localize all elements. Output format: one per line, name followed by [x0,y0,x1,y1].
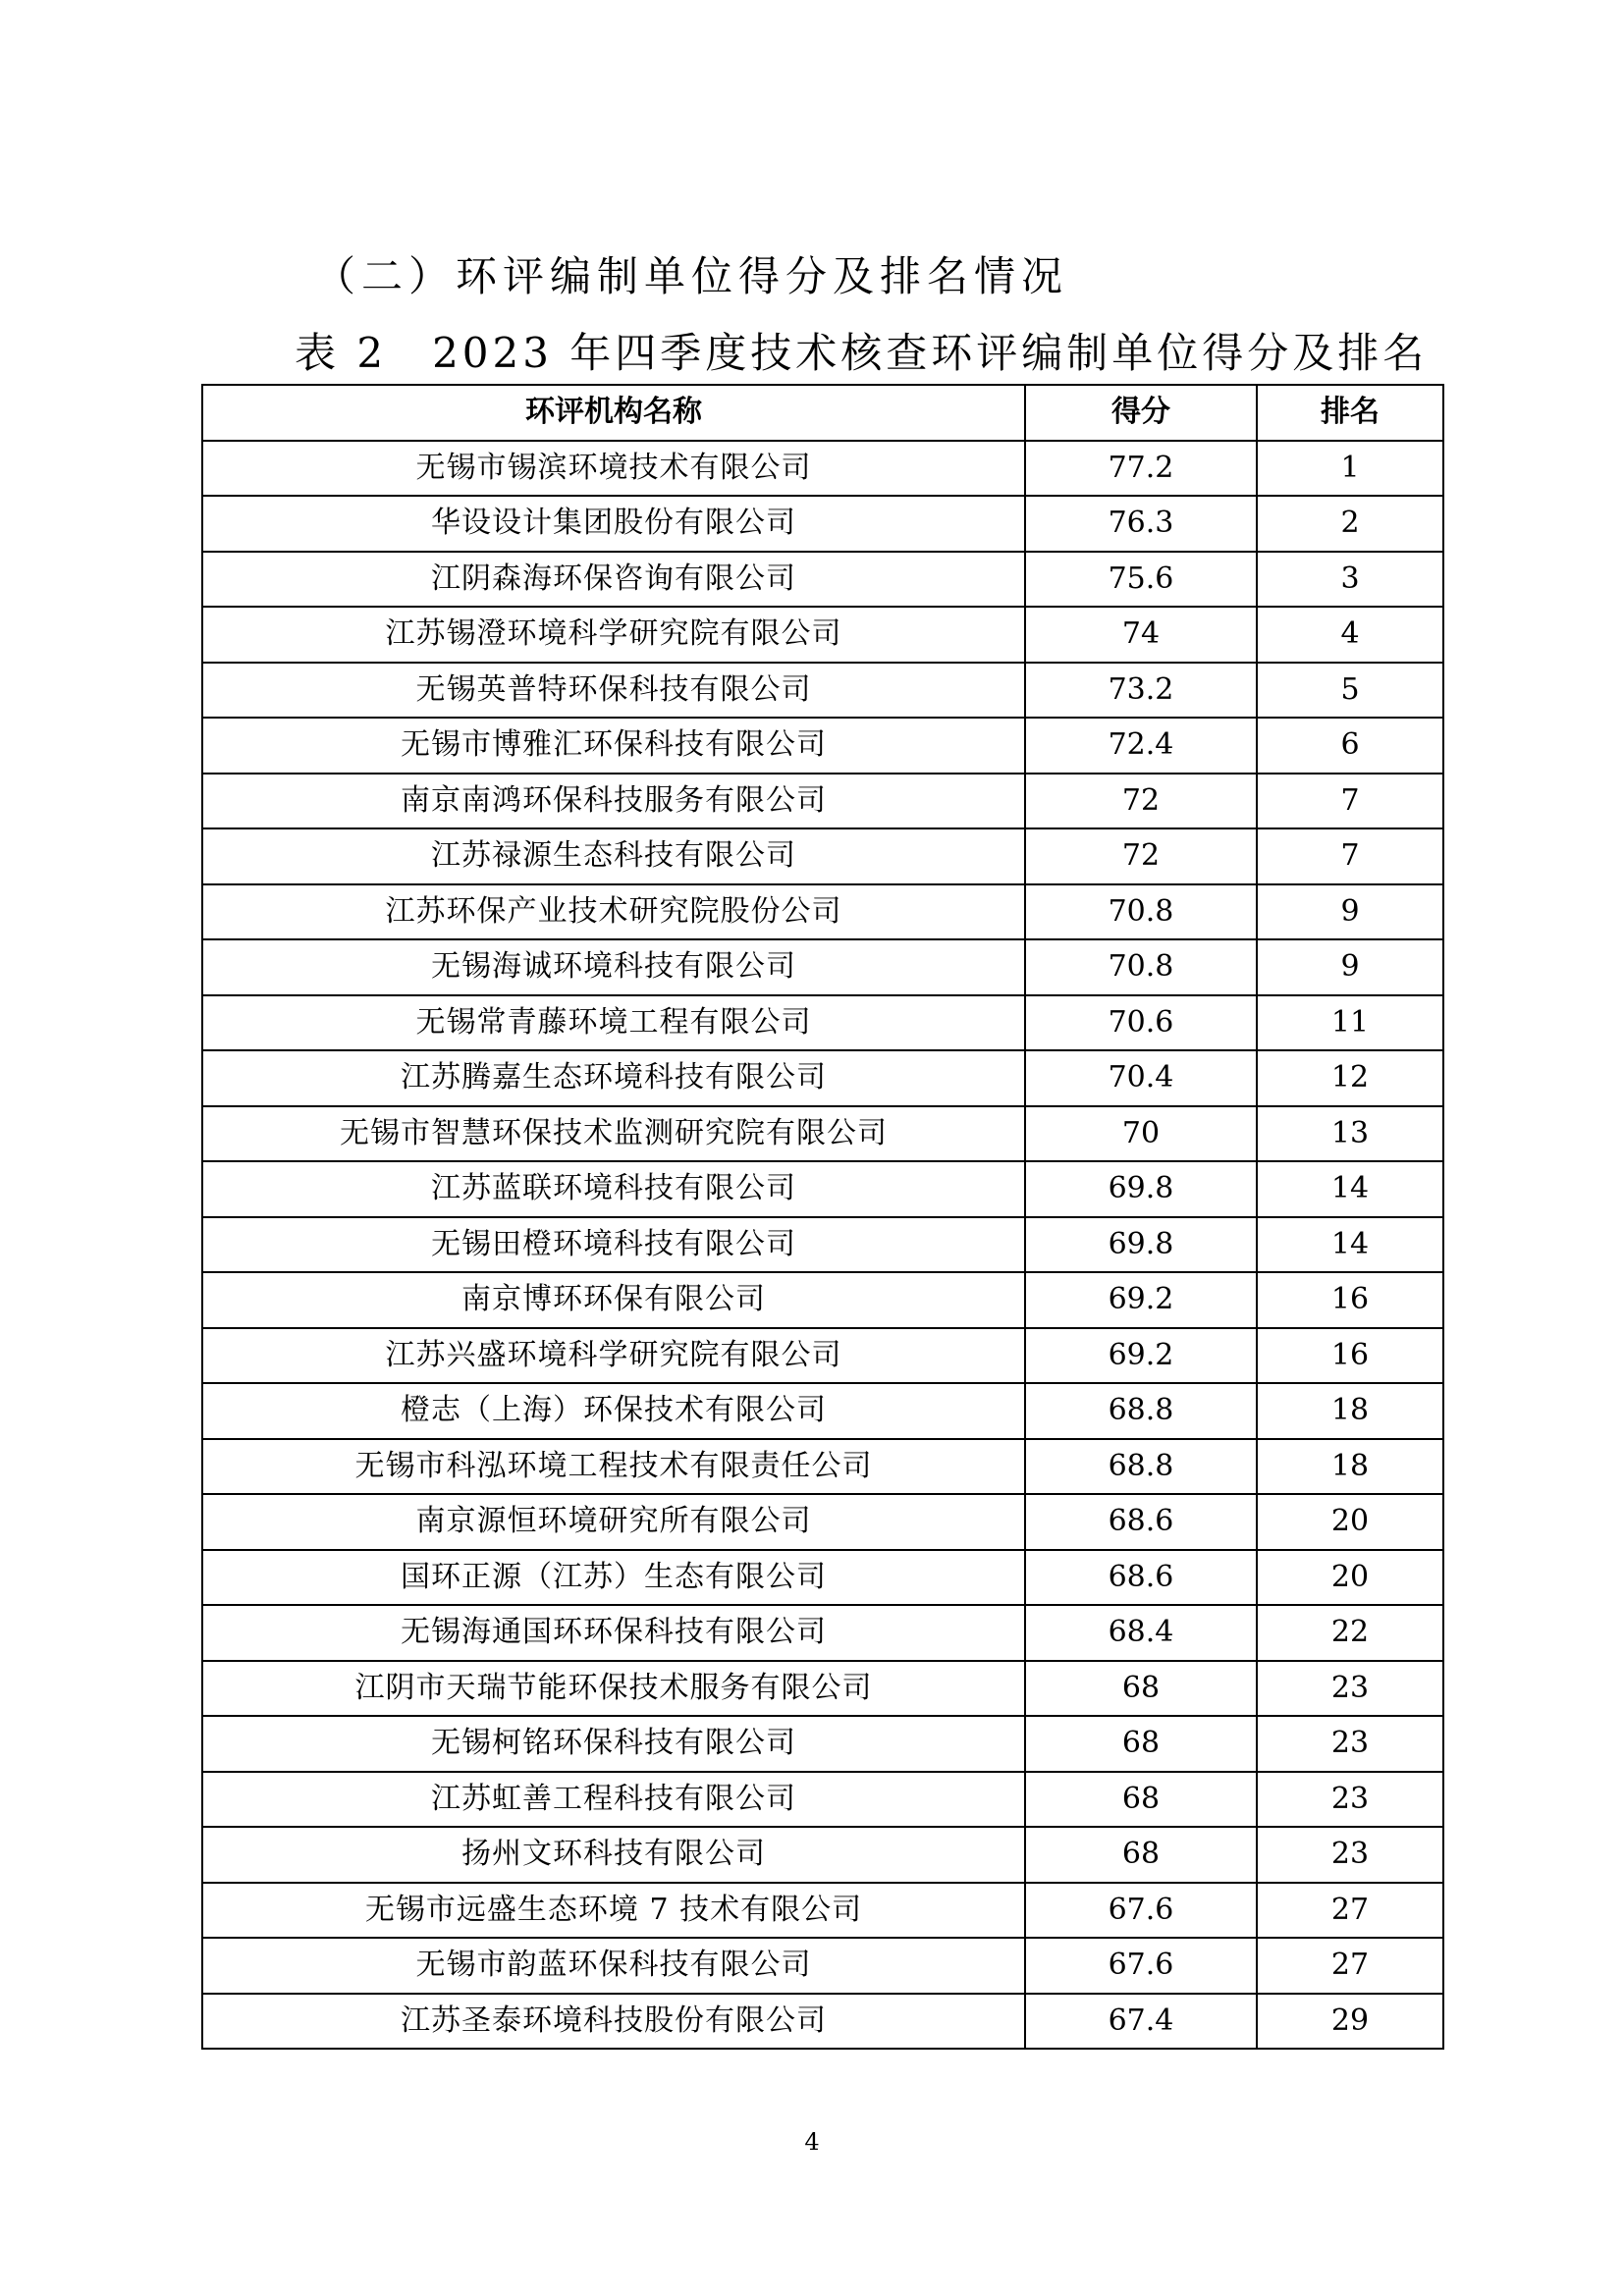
org-name-cell: 无锡海通国环环保科技有限公司 [202,1605,1025,1661]
header-rank: 排名 [1257,385,1443,441]
org-name-cell: 无锡市锡滨环境技术有限公司 [202,441,1025,497]
table-row [202,1550,1443,1606]
header-score: 得分 [1025,385,1257,441]
table-row [202,995,1443,1051]
score-cell: 70.6 [1025,995,1257,1051]
rank-cell: 27 [1257,1883,1443,1939]
org-name-cell: 南京南鸿环保科技服务有限公司 [202,774,1025,829]
score-cell: 72.4 [1025,718,1257,774]
rank-cell: 14 [1257,1217,1443,1273]
org-name-cell: 国环正源（江苏）生态有限公司 [202,1550,1025,1606]
rank-cell: 16 [1257,1328,1443,1384]
table-row [202,1328,1443,1384]
rank-cell: 13 [1257,1106,1443,1162]
org-name-cell: 无锡市博雅汇环保科技有限公司 [202,718,1025,774]
rank-cell: 7 [1257,828,1443,884]
section-heading: （二）环评编制单位得分及排名情况 [314,252,1069,300]
org-name-cell: 无锡田橙环境科技有限公司 [202,1217,1025,1273]
score-cell: 75.6 [1025,552,1257,608]
rank-cell: 23 [1257,1661,1443,1717]
rank-cell: 14 [1257,1161,1443,1217]
rank-cell: 29 [1257,1994,1443,2050]
org-name-cell: 江苏锡澄环境科学研究院有限公司 [202,607,1025,663]
score-cell: 70.8 [1025,884,1257,940]
table-row [202,1716,1443,1772]
table-row [202,828,1443,884]
org-name-cell: 无锡市韵蓝环保科技有限公司 [202,1938,1025,1994]
table-row [202,1161,1443,1217]
org-name-cell: 江苏禄源生态科技有限公司 [202,828,1025,884]
header-org-name: 环评机构名称 [202,385,1025,441]
rank-cell: 20 [1257,1494,1443,1550]
table-row [202,939,1443,995]
table-row [202,1772,1443,1828]
score-cell: 67.4 [1025,1994,1257,2050]
score-cell: 67.6 [1025,1938,1257,1994]
score-cell: 69.8 [1025,1217,1257,1273]
table-row [202,1272,1443,1328]
table-row [202,441,1443,497]
org-name-cell: 无锡市科泓环境工程技术有限责任公司 [202,1439,1025,1495]
org-name-cell: 江阴森海环保咨询有限公司 [202,552,1025,608]
page-number: 4 [804,2128,820,2156]
score-cell: 72 [1025,828,1257,884]
table-caption: 表 2 2023 年四季度技术核查环评编制单位得分及排名 [295,329,1429,377]
score-cell: 76.3 [1025,496,1257,552]
org-name-cell: 江苏虹善工程科技有限公司 [202,1772,1025,1828]
table-row [202,1106,1443,1162]
table-row [202,496,1443,552]
score-cell: 68.6 [1025,1494,1257,1550]
score-cell: 69.2 [1025,1328,1257,1384]
org-name-cell: 无锡柯铭环保科技有限公司 [202,1716,1025,1772]
table-header-row [202,385,1443,441]
rank-cell: 20 [1257,1550,1443,1606]
score-cell: 68.4 [1025,1605,1257,1661]
score-cell: 70 [1025,1106,1257,1162]
score-cell: 68.8 [1025,1439,1257,1495]
table-row [202,1217,1443,1273]
score-cell: 77.2 [1025,441,1257,497]
org-name-cell: 华设设计集团股份有限公司 [202,496,1025,552]
table-row [202,663,1443,719]
rank-cell: 16 [1257,1272,1443,1328]
score-cell: 68 [1025,1827,1257,1883]
score-cell: 74 [1025,607,1257,663]
rank-cell: 11 [1257,995,1443,1051]
table-row [202,1050,1443,1106]
rank-cell: 12 [1257,1050,1443,1106]
rank-cell: 22 [1257,1605,1443,1661]
score-cell: 73.2 [1025,663,1257,719]
table-row [202,552,1443,608]
org-name-cell: 江苏蓝联环境科技有限公司 [202,1161,1025,1217]
org-name-cell: 南京源恒环境研究所有限公司 [202,1494,1025,1550]
score-ranking-table [201,384,1444,2050]
rank-cell: 18 [1257,1439,1443,1495]
table-row [202,1383,1443,1439]
rank-cell: 3 [1257,552,1443,608]
org-name-cell: 无锡市远盛生态环境 7 技术有限公司 [202,1883,1025,1939]
org-name-cell: 无锡市智慧环保技术监测研究院有限公司 [202,1106,1025,1162]
org-name-cell: 无锡常青藤环境工程有限公司 [202,995,1025,1051]
org-name-cell: 江苏环保产业技术研究院股份公司 [202,884,1025,940]
rank-cell: 2 [1257,496,1443,552]
score-cell: 68 [1025,1661,1257,1717]
org-name-cell: 南京博环环保有限公司 [202,1272,1025,1328]
score-cell: 69.8 [1025,1161,1257,1217]
score-cell: 68.8 [1025,1383,1257,1439]
table-row [202,1605,1443,1661]
score-cell: 70.8 [1025,939,1257,995]
rank-cell: 27 [1257,1938,1443,1994]
table-row [202,1883,1443,1939]
table-row [202,718,1443,774]
rank-cell: 4 [1257,607,1443,663]
org-name-cell: 江苏腾嘉生态环境科技有限公司 [202,1050,1025,1106]
table-row [202,607,1443,663]
rank-cell: 1 [1257,441,1443,497]
score-cell: 69.2 [1025,1272,1257,1328]
rank-cell: 6 [1257,718,1443,774]
table-row [202,1827,1443,1883]
org-name-cell: 江苏圣泰环境科技股份有限公司 [202,1994,1025,2050]
table-row [202,1661,1443,1717]
org-name-cell: 江阴市天瑞节能环保技术服务有限公司 [202,1661,1025,1717]
table-row [202,1938,1443,1994]
score-cell: 70.4 [1025,1050,1257,1106]
rank-cell: 9 [1257,884,1443,940]
table-row [202,774,1443,829]
rank-cell: 9 [1257,939,1443,995]
table-row [202,884,1443,940]
org-name-cell: 江苏兴盛环境科学研究院有限公司 [202,1328,1025,1384]
rank-cell: 7 [1257,774,1443,829]
table-row [202,1494,1443,1550]
org-name-cell: 无锡海诚环境科技有限公司 [202,939,1025,995]
rank-cell: 23 [1257,1827,1443,1883]
rank-cell: 5 [1257,663,1443,719]
table-row [202,1994,1443,2050]
score-cell: 72 [1025,774,1257,829]
score-cell: 68 [1025,1772,1257,1828]
score-cell: 68.6 [1025,1550,1257,1606]
score-cell: 67.6 [1025,1883,1257,1939]
rank-cell: 23 [1257,1716,1443,1772]
org-name-cell: 无锡英普特环保科技有限公司 [202,663,1025,719]
table-row [202,1439,1443,1495]
org-name-cell: 橙志（上海）环保技术有限公司 [202,1383,1025,1439]
table-body [202,441,1443,2050]
org-name-cell: 扬州文环科技有限公司 [202,1827,1025,1883]
rank-cell: 18 [1257,1383,1443,1439]
rank-cell: 23 [1257,1772,1443,1828]
score-cell: 68 [1025,1716,1257,1772]
